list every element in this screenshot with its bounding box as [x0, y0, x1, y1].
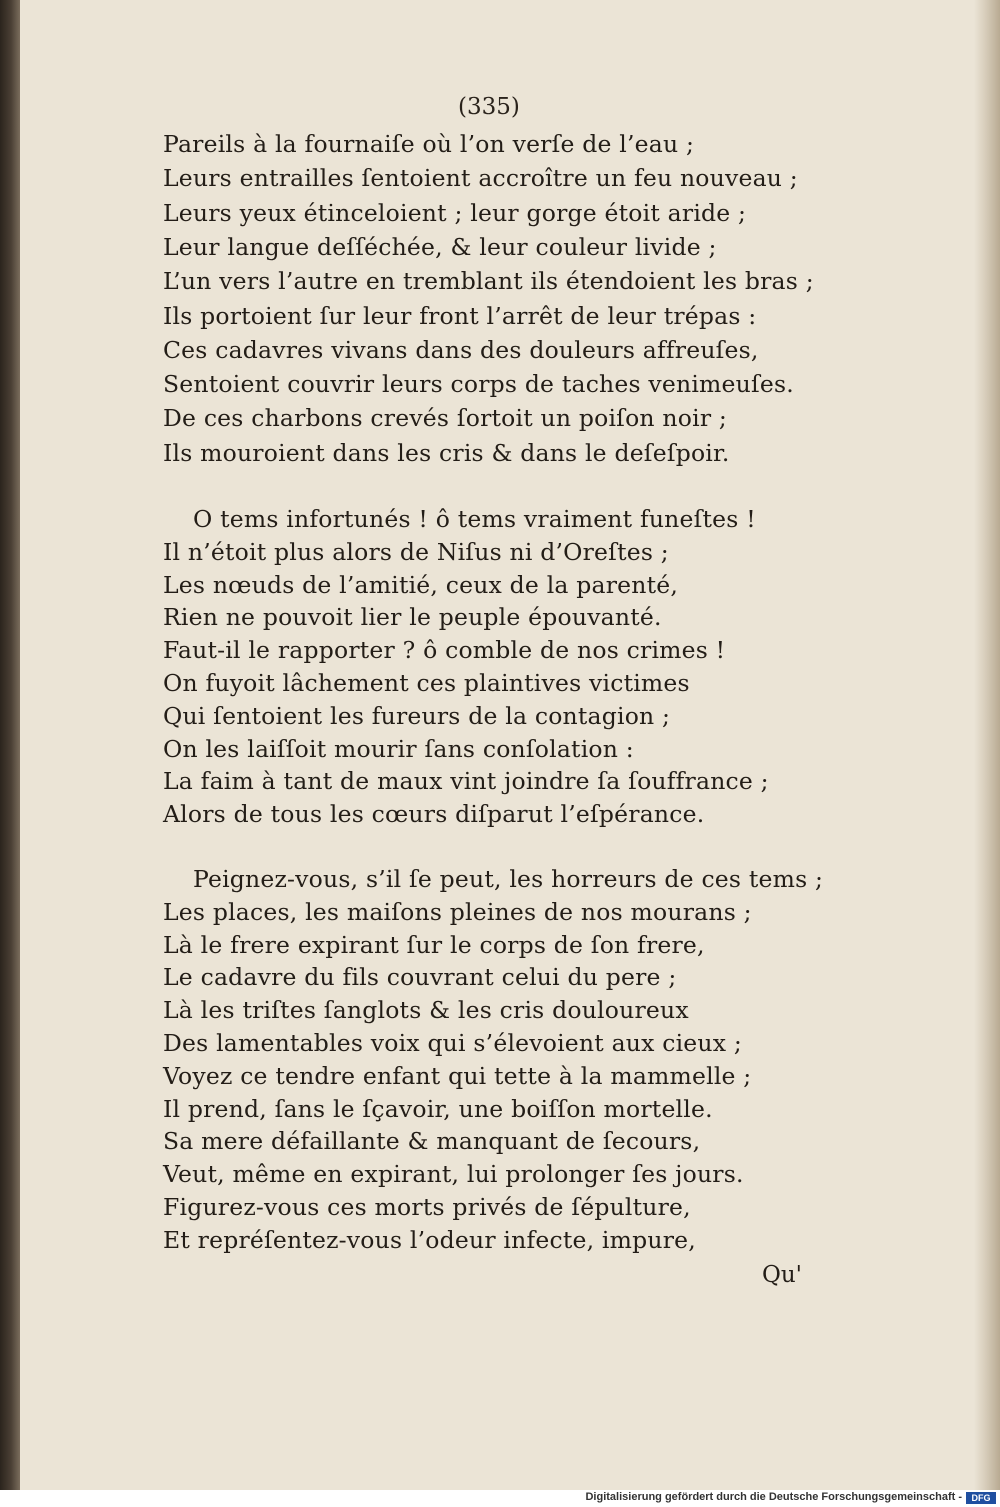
page-number: (335)	[458, 94, 520, 120]
verse-line: Le cadavre du fils couvrant celui du pere ;	[163, 963, 677, 992]
verse-line: Ils mouroient dans les cris & dans le deſeſpoir.	[163, 438, 730, 467]
verse-line: Il n’étoit plus alors de Niſus ni d’Oreſtes ;	[163, 537, 669, 566]
dfg-logo-icon: DFG	[966, 1492, 996, 1504]
verse-line: On les laiſſoit mourir ſans conſolation :	[163, 734, 634, 763]
verse-line: Des lamentables voix qui s’élevoient aux cieux ;	[163, 1029, 742, 1057]
verse-line: Rien ne pouvoit lier le peuple épouvanté.	[163, 603, 662, 632]
verse-line: Il prend, ſans le ſçavoir, une boiſſon mortelle.	[163, 1094, 713, 1123]
verse-line: Et repréſentez-vous l’odeur infecte, impure,	[163, 1225, 696, 1254]
verse-line: Pareils à la fournaiſe où l’on verſe de l’eau ;	[163, 130, 695, 158]
verse-line: Peignez-vous, s’il ſe peut, les horreurs de ces tems ;	[193, 865, 824, 893]
verse-line: O tems infortunés ! ô tems vraiment funeſtes !	[193, 505, 756, 533]
verse-line: La faim à tant de maux vint joindre ſa ſouffrance ;	[163, 767, 769, 796]
footer-bar	[0, 1490, 1000, 1507]
verse-line: Leur langue deſſéchée, & leur couleur livide ;	[163, 232, 717, 261]
verse-line: On fuyoit lâchement ces plaintives victimes	[163, 669, 690, 697]
verse-line: Leurs entrailles ſentoient accroître un feu nouveau ;	[163, 164, 798, 193]
page-edge	[974, 0, 1000, 1490]
verse-line: Veut, même en expirant, lui prolonger ſes jours.	[163, 1160, 744, 1189]
verse-line: Faut-il le rapporter ? ô comble de nos crimes !	[163, 636, 726, 665]
verse-line: Là les triſtes ſanglots & les cris douloureux	[163, 996, 689, 1025]
verse-line: Voyez ce tendre enfant qui tette à la mammelle ;	[163, 1061, 752, 1090]
verse-line: Sentoient couvrir leurs corps de taches venimeuſes.	[163, 370, 794, 399]
verse-line: Figurez-vous ces morts privés de ſépulture,	[163, 1193, 691, 1221]
verse-line: Qui ſentoient les fureurs de la contagion ;	[163, 701, 671, 730]
catchword: Qu'	[762, 1262, 802, 1288]
verse-line: Sa mere défaillante & manquant de ſecours,	[163, 1127, 701, 1156]
verse-line: Ces cadavres vivans dans des douleurs affreuſes,	[163, 335, 759, 364]
verse-line: Ils portoient ſur leur front l’arrêt de leur trépas :	[163, 301, 757, 330]
verse-line: Les places, les maiſons pleines de nos mourans ;	[163, 897, 752, 926]
verse-line: L’un vers l’autre en tremblant ils étendoient les bras ;	[163, 267, 814, 296]
verse-line: Là le frere expirant ſur le corps de ſon frere,	[163, 930, 705, 959]
verse-line: Les nœuds de l’amitié, ceux de la parenté,	[163, 570, 679, 599]
verse-line: De ces charbons crevés ſortoit un poiſon noir ;	[163, 404, 728, 433]
footer-credit: Digitalisierung gefördert durch die Deutsche Forschungsgemeinschaft -	[585, 1491, 962, 1503]
verse-line: Alors de tous les cœurs diſparut l’eſpérance.	[163, 800, 705, 829]
book-spine	[0, 0, 20, 1490]
verse-line: Leurs yeux étinceloient ; leur gorge étoit aride ;	[163, 198, 747, 227]
